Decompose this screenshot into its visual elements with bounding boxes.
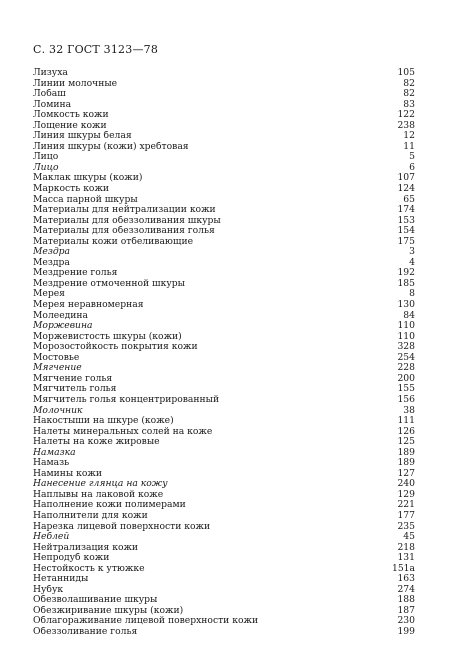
index-entry [33,173,415,184]
index-term: Наплывы на лаковой коже [33,489,164,500]
index-term: Материалы для обеззоливания шкуры [33,215,221,226]
index-term: Маркость кожи [33,184,110,195]
index-term: Обезжиривание шкуры (кожи) [33,605,184,616]
index-entry [33,553,415,564]
index-page-number: 11 [403,140,415,152]
index-entry [33,416,415,427]
index-page-number: 126 [397,425,415,437]
index-entry [33,543,415,554]
index-page-number: 107 [397,172,415,184]
index-term: Ломина [33,99,72,110]
index-term: Лицо [33,152,59,163]
index-entry [33,374,415,385]
index-term: Облагораживание лицевой поверхности кожи [33,616,259,627]
index-page-number: 105 [397,67,415,78]
index-entry [33,595,415,606]
index-page-number: 65 [403,193,415,205]
page-header: С. 32 ГОСТ 3123—78 [33,43,159,56]
index-entry [33,321,415,332]
index-entry [33,490,415,501]
index-term: Морозостойкость покрытия кожи [33,342,198,353]
index-entry [33,195,415,206]
index-page-number: 240 [397,478,415,490]
index-entry [33,606,415,617]
index-term: Нарезка лицевой поверхности кожи [33,521,211,532]
index-entry [33,226,415,237]
index-term: Лизуха [33,68,68,78]
index-page-number: 127 [397,467,415,479]
index-page-number: 129 [397,488,415,500]
index-page-number: 221 [397,499,415,511]
index-term: Мездрение голья [33,268,118,279]
index-entry [33,289,415,300]
index-page-number: 82 [403,88,415,100]
index-page-number: 3 [409,246,415,258]
index-entry [33,311,415,322]
index-term: Моржевина [33,321,93,332]
index-page-number: 230 [397,615,415,627]
index-page-number: 38 [403,404,415,416]
index-page-number: 189 [397,457,415,469]
index-term: Молеедина [33,310,89,321]
index-term: Налеты на коже жировые [33,437,160,448]
index-page-number: 110 [397,320,415,332]
index-page-number: 199 [397,625,415,637]
index-page-number: 177 [397,509,415,521]
index-entry [33,406,415,417]
index-entry [33,247,415,258]
index-entry [33,500,415,511]
index-term: Линия шкуры белая [33,131,132,142]
index-entry [33,427,415,438]
index-page-number: 200 [397,372,415,384]
index-page-number: 45 [403,531,415,543]
index-page-number: 124 [397,183,415,195]
term-index-list [33,68,415,638]
index-page-number: 235 [397,520,415,532]
index-entry [33,68,415,79]
index-term: Мерея [33,289,65,300]
index-entry [33,300,415,311]
index-entry [33,469,415,480]
index-page-number: 155 [397,383,415,395]
index-entry [33,384,415,395]
index-entry [33,216,415,227]
index-page-number: 84 [403,309,415,321]
index-term: Линии молочные [33,78,118,89]
index-entry [33,100,415,111]
index-page-number: 110 [397,330,415,342]
index-term: Мерея неравномерная [33,300,144,311]
index-page-number: 175 [397,235,415,247]
index-page-number: 185 [397,277,415,289]
index-page-number: 5 [409,151,415,163]
index-page-number: 154 [397,225,415,237]
index-term: Нетанниды [33,574,89,585]
index-term: Обезволашивание шкуры [33,595,158,606]
index-term: Лицо [33,162,59,173]
index-page-number: 188 [397,594,415,606]
index-term: Лобаш [33,89,66,100]
index-term: Неблей [33,532,70,543]
index-page-number: 82 [403,77,415,89]
index-page-number: 174 [397,204,415,216]
index-term: Материалы для обеззоливания голья [33,226,215,237]
index-entry [33,184,415,195]
index-term: Нубук [33,584,64,595]
index-page-number: 6 [409,161,415,173]
index-entry [33,479,415,490]
index-page-number: 153 [397,214,415,226]
index-page-number: 111 [397,415,415,427]
index-entry [33,121,415,132]
index-entry [33,616,415,627]
index-entry [33,511,415,522]
index-page-number: 238 [397,119,415,131]
index-term: Мездра [33,257,70,268]
index-term: Мягчение [33,363,82,374]
index-entry [33,585,415,596]
index-term: Непродуб кожи [33,553,110,564]
index-term: Лощение кожи [33,120,107,131]
index-page-number: 274 [397,583,415,595]
index-entry [33,564,415,575]
index-term: Маклак шкуры (кожи) [33,173,143,184]
index-term: Моржевистость шкуры (кожи) [33,331,182,342]
index-term: Нанесение глянца на кожу [33,479,168,490]
index-entry [33,79,415,90]
index-page-number: 187 [397,604,415,616]
index-page-number: 130 [397,299,415,311]
index-page-number: 131 [397,552,415,564]
index-term: Мездра [33,247,71,258]
index-term: Накостыши на шкуре (коже) [33,416,174,427]
index-term: Наполнители для кожи [33,510,148,521]
index-page-number: 218 [397,541,415,553]
index-entry [33,268,415,279]
index-page-number: 125 [397,436,415,448]
index-term: Материалы кожи отбеливающие [33,236,194,247]
index-term: Материалы для нейтрализации кожи [33,205,216,216]
index-entry [33,237,415,248]
index-entry [33,353,415,364]
index-page-number: 151а [391,562,415,574]
index-page-number: 4 [409,256,415,268]
index-page-number: 8 [409,288,415,300]
index-term: Намины кожи [33,468,102,479]
index-term: Линия шкуры (кожи) хребтовая [33,141,189,152]
index-term: Мягчение голья [33,373,113,384]
index-page-number: 12 [403,130,415,142]
index-term: Молочник [33,405,83,416]
index-term: Намазка [33,447,76,458]
index-entry [33,627,415,638]
index-term: Мягчитель голья концентрированный [33,394,220,405]
index-entry [33,89,415,100]
index-page-number: 189 [397,446,415,458]
index-entry [33,342,415,353]
index-page-number: 254 [397,351,415,363]
index-entry [33,258,415,269]
index-entry [33,279,415,290]
index-entry [33,363,415,374]
index-entry [33,131,415,142]
index-term: Налеты минеральных солей на коже [33,426,213,437]
index-page-number: 328 [397,341,415,353]
index-page-number: 83 [403,98,415,110]
index-term: Ломкость кожи [33,110,109,121]
index-entry [33,163,415,174]
index-entry [33,448,415,459]
index-term: Мягчитель голья [33,384,117,395]
index-entry [33,532,415,543]
index-term: Нейтрализация кожи [33,542,139,553]
index-entry [33,110,415,121]
index-entry [33,332,415,343]
index-entry [33,522,415,533]
index-entry [33,205,415,216]
index-page-number: 163 [397,573,415,585]
index-entry [33,458,415,469]
index-entry [33,574,415,585]
index-term: Мостовье [33,352,80,363]
index-page-number: 122 [397,109,415,121]
index-entry [33,152,415,163]
index-entry [33,437,415,448]
index-entry [33,142,415,153]
index-term: Наполнение кожи полимерами [33,500,186,511]
index-term: Нестойкость к утюжке [33,563,145,574]
index-page-number: 228 [397,362,415,374]
index-term: Мездрение отмоченной шкуры [33,278,185,289]
index-term: Обеззоливание голья [33,626,138,637]
index-term: Масса парной шкуры [33,194,138,205]
index-page-number: 156 [397,393,415,405]
index-entry [33,395,415,406]
index-page-number: 192 [397,267,415,279]
index-term: Намазь [33,458,70,469]
